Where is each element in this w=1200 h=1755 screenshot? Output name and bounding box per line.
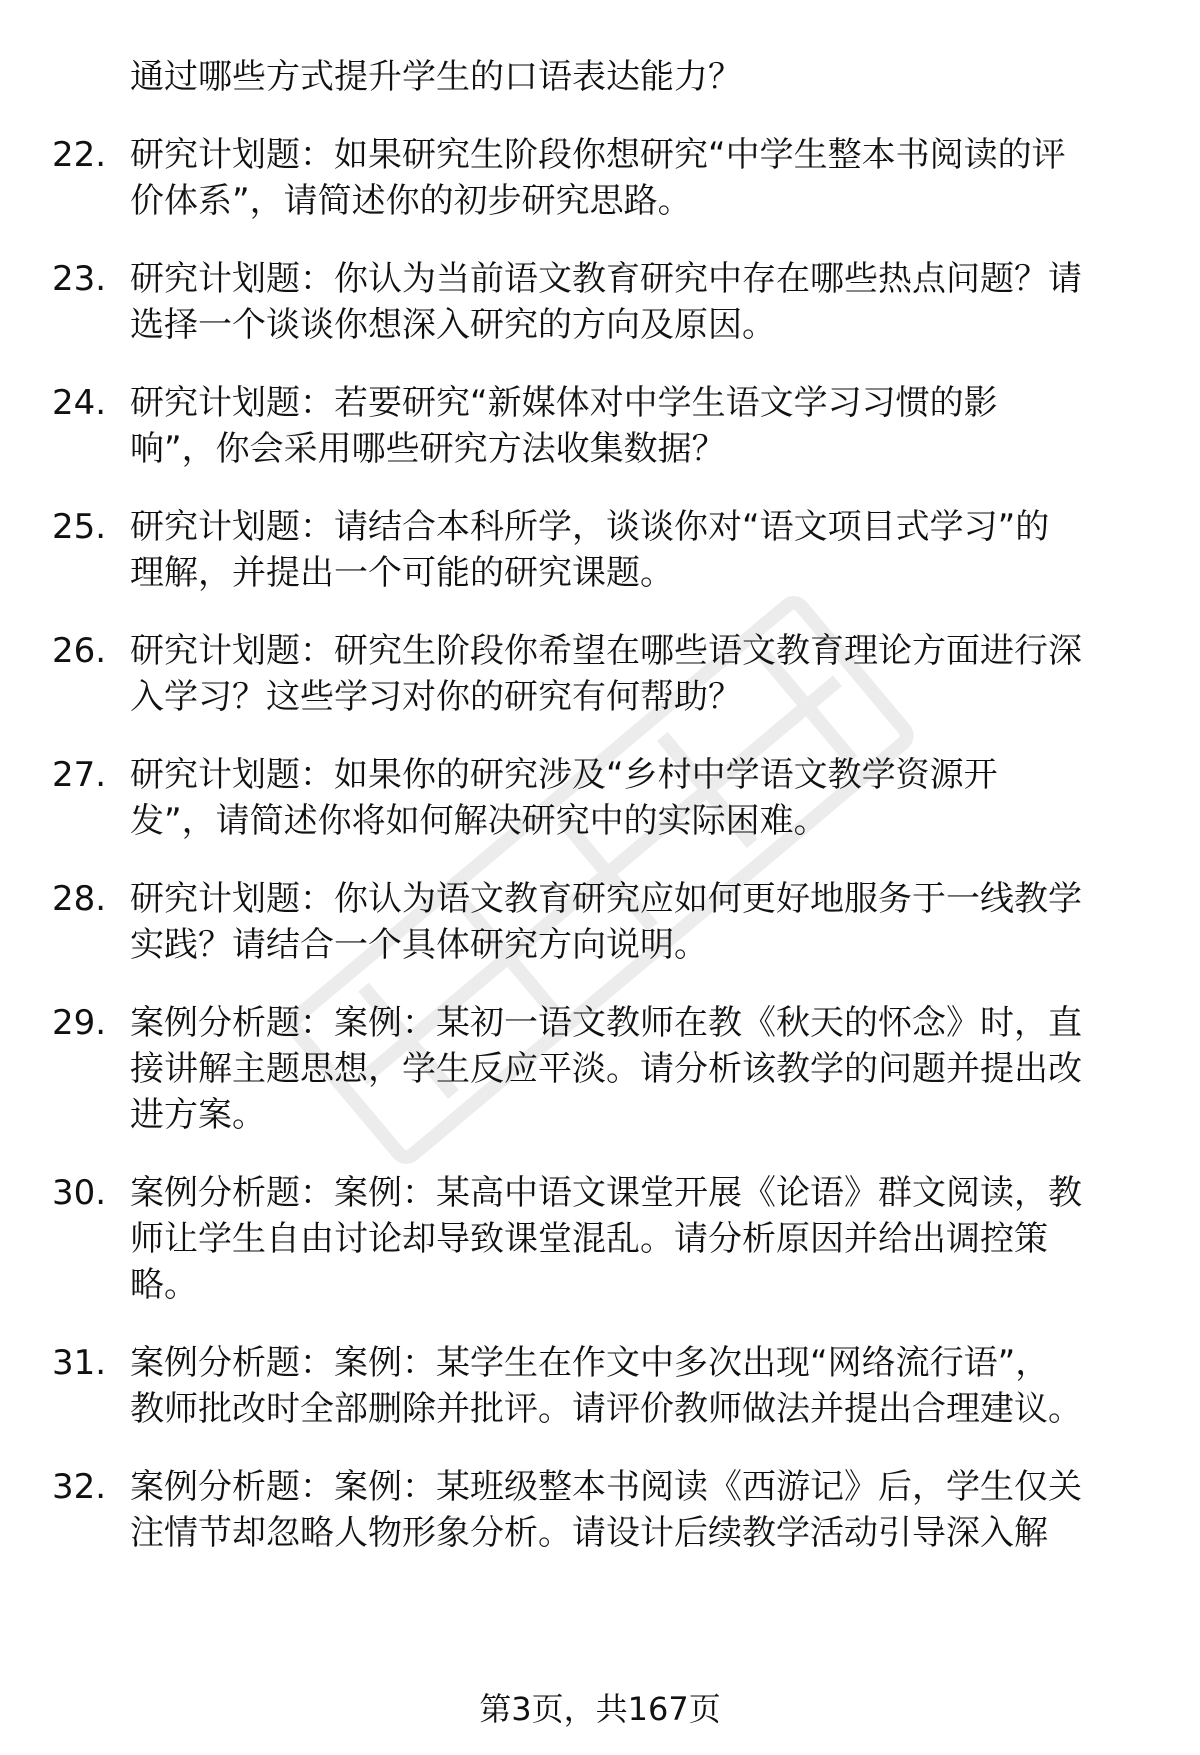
question-text-line: 选择一个谈谈你想深入研究的方向及原因。 bbox=[130, 305, 776, 345]
question-text bbox=[130, 132, 1140, 224]
question-text-line: 略。 bbox=[130, 1265, 198, 1305]
question-item bbox=[0, 380, 1200, 472]
question-number: 32. bbox=[52, 1467, 107, 1507]
question-item bbox=[0, 1000, 1200, 1138]
question-text-line: 教师批改时全部删除并批评。请评价教师做法并提出合理建议。 bbox=[130, 1389, 1082, 1429]
question-item bbox=[0, 504, 1200, 596]
question-text-line: 价体系”，请简述你的初步研究思路。 bbox=[130, 181, 692, 221]
question-number: 24. bbox=[52, 383, 107, 423]
question-number: 26. bbox=[52, 631, 107, 671]
question-item bbox=[0, 132, 1200, 224]
question-text bbox=[130, 1170, 1140, 1308]
question-item bbox=[0, 1170, 1200, 1308]
question-text bbox=[130, 504, 1140, 596]
question-text bbox=[130, 876, 1140, 968]
question-text-line: 实践？请结合一个具体研究方向说明。 bbox=[130, 925, 708, 965]
question-text bbox=[130, 256, 1140, 348]
question-number: 28. bbox=[52, 879, 107, 919]
continuation-line: 通过哪些方式提升学生的口语表达能力？ bbox=[130, 57, 742, 97]
question-text-line: 接讲解主题思想，学生反应平淡。请分析该教学的问题并提出改 bbox=[130, 1049, 1082, 1089]
question-text-line: 入学习？这些学习对你的研究有何帮助？ bbox=[130, 677, 742, 717]
question-text-line: 研究计划题：请结合本科所学，谈谈你对“语文项目式学习”的 bbox=[130, 507, 1050, 547]
question-text-line: 研究计划题：研究生阶段你希望在哪些语文教育理论方面进行深 bbox=[130, 631, 1082, 671]
question-item bbox=[0, 628, 1200, 720]
question-text-line: 响”，你会采用哪些研究方法收集数据？ bbox=[130, 429, 726, 469]
question-text bbox=[130, 628, 1140, 720]
question-item bbox=[0, 752, 1200, 844]
question-text-line: 研究计划题：如果你的研究涉及“乡村中学语文教学资源开 bbox=[130, 755, 998, 795]
question-text-line: 案例分析题：案例：某高中语文课堂开展《论语》群文阅读，教 bbox=[130, 1173, 1082, 1213]
question-text-line: 理解，并提出一个可能的研究课题。 bbox=[130, 553, 674, 593]
question-text-line: 案例分析题：案例：某班级整本书阅读《西游记》后，学生仅关 bbox=[130, 1467, 1082, 1507]
question-text-line: 案例分析题：案例：某初一语文教师在教《秋天的怀念》时，直 bbox=[130, 1003, 1082, 1043]
question-number: 31. bbox=[52, 1343, 107, 1383]
question-text-line: 研究计划题：你认为当前语文教育研究中存在哪些热点问题？请 bbox=[130, 259, 1082, 299]
question-number: 25. bbox=[52, 507, 107, 547]
question-text-line: 研究计划题：你认为语文教育研究应如何更好地服务于一线教学 bbox=[130, 879, 1082, 919]
question-text-line: 案例分析题：案例：某学生在作文中多次出现“网络流行语”， bbox=[130, 1343, 1050, 1383]
question-text bbox=[130, 380, 1140, 472]
question-text bbox=[130, 1340, 1140, 1432]
question-text-line: 发”，请简述你将如何解决研究中的实际困难。 bbox=[130, 801, 828, 841]
question-item bbox=[0, 256, 1200, 348]
question-item bbox=[0, 1340, 1200, 1432]
question-text bbox=[130, 1464, 1140, 1556]
page-footer: 第3页，共167页 bbox=[479, 1690, 721, 1728]
question-number: 22. bbox=[52, 135, 107, 175]
question-text bbox=[130, 752, 1140, 844]
question-number: 27. bbox=[52, 755, 107, 795]
question-text-line: 研究计划题：若要研究“新媒体对中学生语文学习习惯的影 bbox=[130, 383, 998, 423]
question-number: 30. bbox=[52, 1173, 107, 1213]
question-number: 23. bbox=[52, 259, 107, 299]
question-text-line: 师让学生自由讨论却导致课堂混乱。请分析原因并给出调控策 bbox=[130, 1219, 1048, 1259]
question-text-line: 进方案。 bbox=[130, 1095, 266, 1135]
question-list bbox=[0, 54, 1200, 1556]
question-number: 29. bbox=[52, 1003, 107, 1043]
question-item bbox=[0, 1464, 1200, 1556]
question-text bbox=[130, 1000, 1140, 1138]
questions-container bbox=[0, 132, 1200, 1556]
question-text-line: 研究计划题：如果研究生阶段你想研究“中学生整本书阅读的评 bbox=[130, 135, 1066, 175]
question-text-line: 注情节却忽略人物形象分析。请设计后续教学活动引导深入解 bbox=[130, 1513, 1048, 1553]
question-item bbox=[0, 876, 1200, 968]
